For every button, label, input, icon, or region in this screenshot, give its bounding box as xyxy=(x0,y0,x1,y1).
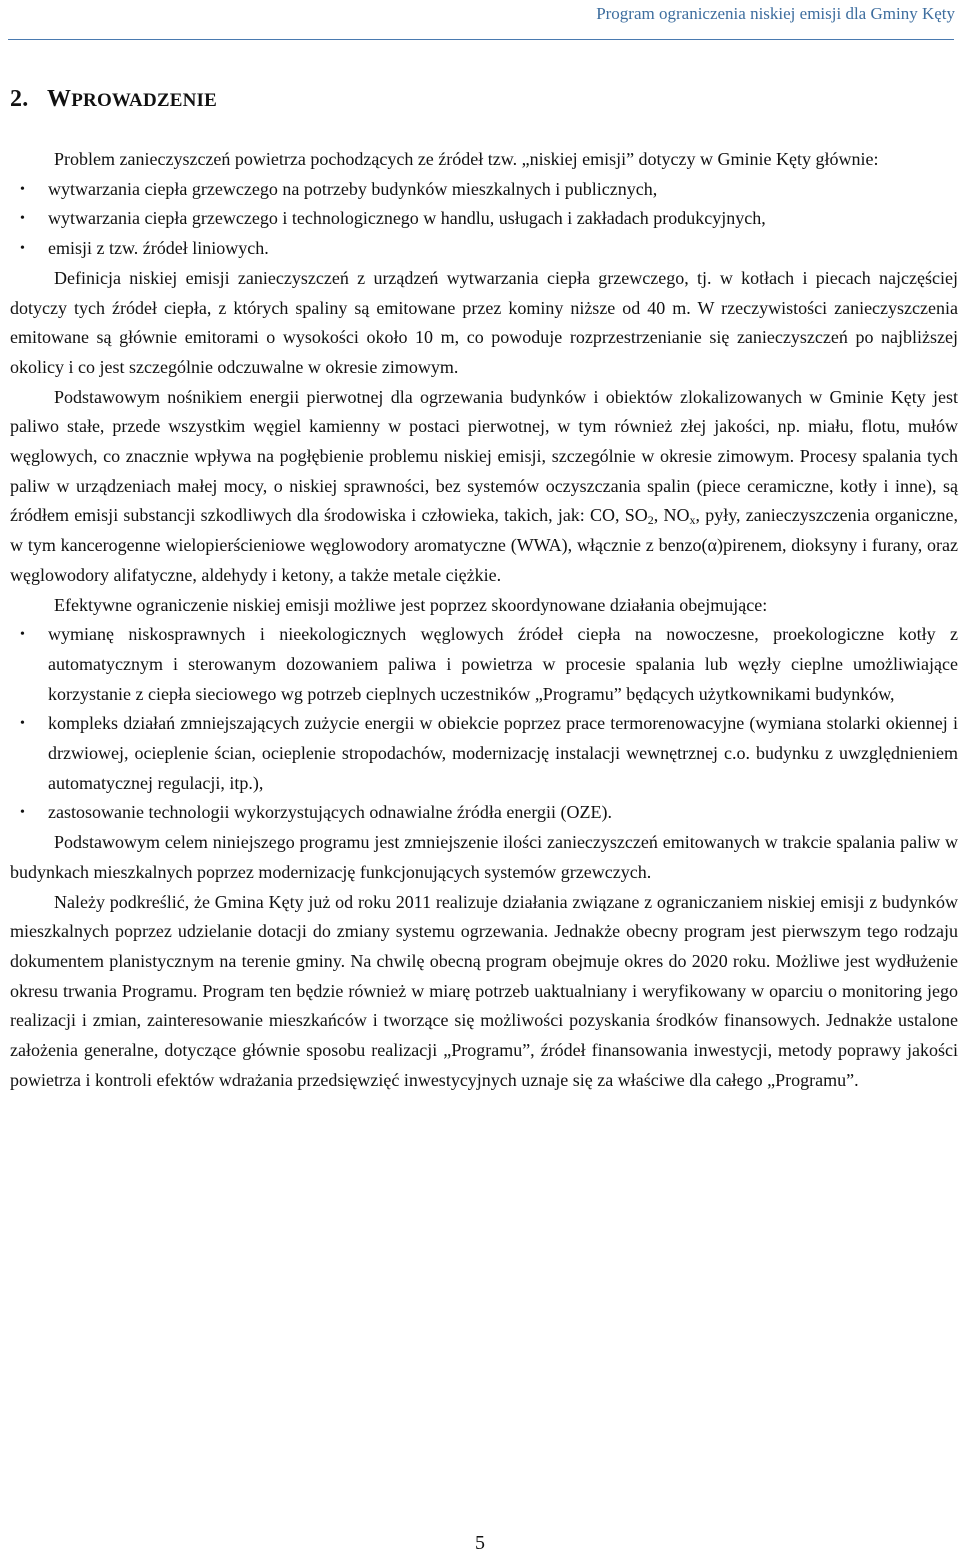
subscript-nox: x xyxy=(689,513,696,528)
paragraph-definition: Definicja niskiej emisji zanieczyszczeń z urządzeń wytwarzania ciepła grzewczego, tj. w kotłach i piecach najczęściej dotyczy tych źródeł ciepła, z których spaliny są emitowane przez kominy niższe od 40 m. W rzeczywistości zanieczyszczenia emitowane są głównie emitorami o wysokości około 10 m, co powoduje rozprzestrzenianie się zanieczyszczeń po najbliższej okolicy i co jest szczególnie odczuwalne w okresie zimowym. xyxy=(10,267,958,377)
paragraph-history: Należy podkreślić, że Gmina Kęty już od roku 2011 realizuje działania związane z ograniczaniem niskiej emisji z budynków mieszkalnych poprzez udzielanie dotacji do zmiany systemu ogrzewania. Jednakże obecny program jest pierwszym tego rodzaju dokumentem planistycznym na terenie gminy. Na chwilę obecną program obejmuje okres do 2020 roku. Możliwe jest wydłużenie okresu trwania Programu. Program ten będzie również w miarę potrzeb uaktualniany i weryfikowany w oparciu o monitoring jego realizacji i zmian, zainteresowanie mieszkańców i tworzące się możliwości pozyskania środków finansowych. Jednakże ustalone założenia generalne, dotyczące głównie sposobu realizacji „Programu”, źródeł finansowania inwestycji, metody poprawy jakości powietrza i kontroli efektów wdrażania przedsięwzięć inwestycyjnych uznaje się za właściwe dla całego „Programu”. xyxy=(10,891,958,1090)
paragraph-goal: Podstawowym celem niniejszego programu jest zmniejszenie ilości zanieczyszczeń emitowanych w trakcie spalania paliw w budynkach mieszkalnych poprzez modernizację funkcjonujących systemów grzewczych. xyxy=(10,832,958,882)
list-item xyxy=(20,709,958,798)
paragraph-fuel-text-a: Podstawowym nośnikiem energii pierwotnej dla ogrzewania budynków i obiektów zlokalizowanych w Gminie Kęty jest paliwo stałe, przede wszystkim węgiel kamienny w postaci pierwotnej, w tym również złej jakości, np. miału, flotu, mułów węglowych, co znacznie wpływa na pogłębienie problemu niskiej emisji, szczególnie w okresie zimowym. Procesy spalania tych paliw w urządzeniach małej mocy, o niskiej sprawności, bez systemów oczyszczania spalin (piece ceramiczne, kotły i inne), są źródłem emisji substancji szkodliwych dla środowiska i człowieka, takich, jak: CO, SO xyxy=(10,386,958,526)
header-divider xyxy=(8,39,954,40)
list-item xyxy=(20,175,958,205)
bullet-icon: • xyxy=(20,211,25,227)
paragraph-intro: Problem zanieczyszczeń powietrza pochodzących ze źródeł tzw. „niskiej emisji” dotyczy w Gminie Kęty głównie: xyxy=(54,149,879,169)
list-item xyxy=(20,234,958,264)
bullet-icon: • xyxy=(20,627,25,643)
list-item-text: kompleks działań zmniejszających zużycie energii w obiekcie poprzez prace termorenowacyjne (wymiana stolarki okiennej i drzwiowej, ocieplenie ścian, ocieplenie stropodachów, modernizację instalacji wewnętrznej c.o. budynku z uwzględnieniem automatycznej regulacji, itp.), xyxy=(48,713,958,793)
paragraph-fuel-text-b: , NO xyxy=(653,505,690,526)
list-item-text: emisji z tzw. źródeł liniowych. xyxy=(48,238,269,259)
measures-list xyxy=(10,620,958,828)
list-item-text: zastosowanie technologii wykorzystujących odnawialne źródła energii (OZE). xyxy=(48,802,612,823)
list-item-text: wytwarzania ciepła grzewczego i technologicznego w handlu, usługach i zakładach produkcyjnych, xyxy=(48,208,766,229)
bullet-icon: • xyxy=(20,805,25,821)
subscript-so2: 2 xyxy=(647,513,654,528)
document-body xyxy=(10,145,958,1096)
list-item xyxy=(20,798,958,828)
list-item-text: wymianę niskosprawnych i nieekologicznych węglowych źródeł ciepła na nowoczesne, proekologiczne kotły z automatycznym i sterowanym dozowaniem paliwa i powietrza w procesie spalania lub węzły cieplne umożliwiające korzystanie z ciepła sieciowego wg potrzeb cieplnych uczestników „Programu” będących użytkownikami budynków, xyxy=(48,624,958,704)
page-number: 5 xyxy=(475,1532,485,1554)
bullet-icon: • xyxy=(20,716,25,732)
section-number: 2. xyxy=(10,86,29,112)
list-item xyxy=(20,620,958,709)
paragraph-fuel-text-c: , pyły, zanieczyszczenia organiczne, w tym kancerogenne wielopierścieniowe węglowodory aromatyczne (WWA), włącznie z benzo(α)pirenem, dioksyny i furany, oraz węglowodory alifatyczne, aldehydy i ketony, a także metale ciężkie. xyxy=(10,505,958,585)
paragraph-measures-intro: Efektywne ograniczenie niskiej emisji możliwe jest poprzez skoordynowane działania obejmujące: xyxy=(54,594,768,615)
list-item xyxy=(20,204,958,234)
section-title-rest: PROWADZENIE xyxy=(71,90,217,111)
paragraph-fuel xyxy=(10,383,958,591)
bullet-icon: • xyxy=(20,181,25,197)
emission-sources-list xyxy=(10,175,958,264)
section-title-initial: W xyxy=(47,86,72,112)
running-header: Program ograniczenia niskiej emisji dla Gminy Kęty xyxy=(596,4,955,23)
bullet-icon: • xyxy=(20,241,25,257)
list-item-text: wytwarzania ciepła grzewczego na potrzeby budynków mieszkalnych i publicznych, xyxy=(48,178,658,199)
section-heading xyxy=(10,86,217,113)
